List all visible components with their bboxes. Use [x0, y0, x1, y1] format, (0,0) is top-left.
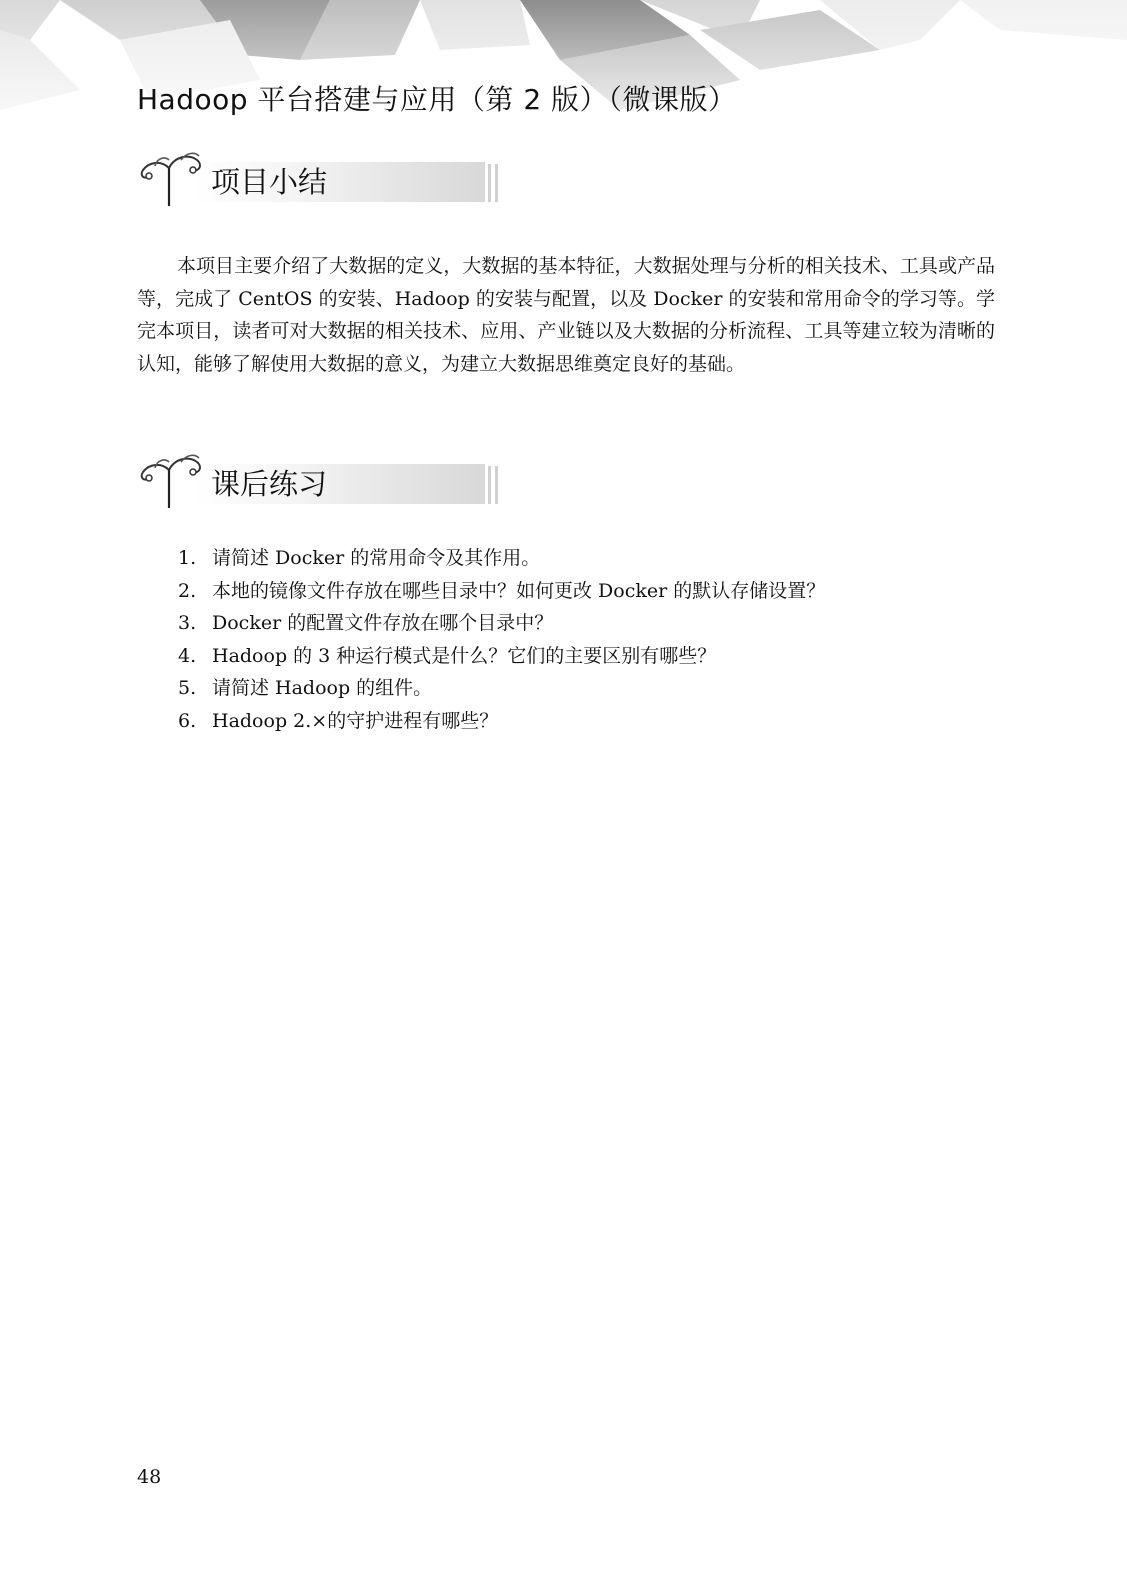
- exercise-text: Hadoop 2.×的守护进程有哪些？: [212, 709, 499, 732]
- exercise-number: 3.: [178, 612, 197, 635]
- exercise-text: 请简述 Hadoop 的组件。: [212, 677, 433, 700]
- heading-ornament-icon: [135, 448, 207, 510]
- section-heading-label: 课后练习: [211, 467, 328, 501]
- exercise-number: 1.: [178, 547, 197, 569]
- exercise-text: 请简述 Docker 的常用命令及其作用。: [212, 547, 541, 569]
- exercise-text: Hadoop 的 3 种运行模式是什么？它们的主要区别有哪些？: [212, 644, 717, 667]
- exercise-item: [178, 607, 825, 640]
- header-decoration: [0, 0, 1127, 150]
- exercise-list: [178, 542, 825, 738]
- heading-stripes: [488, 466, 502, 504]
- heading-stripes: [488, 164, 502, 202]
- exercise-item: [178, 575, 825, 608]
- exercise-item: [178, 640, 825, 673]
- summary-paragraph: 本项目主要介绍了大数据的定义，大数据的基本特征，大数据处理与分析的相关技术、工具或产品等，完成了 CentOS 的安装、Hadoop 的安装与配置，以及 Docker 的安装和常用命令的学习等。学完本项目，读者可对大数据的相关技术、应用、产业链以及大数据的分析流程、工具等建立较为清晰的认知，能够了解使用大数据的意义，为建立大数据思维奠定良好的基础。: [137, 255, 995, 375]
- exercise-text: Docker 的配置文件存放在哪个目录中？: [212, 612, 554, 635]
- exercise-item: [178, 705, 825, 738]
- running-header-title: Hadoop 平台搭建与应用（第 2 版）（微课版）: [137, 83, 737, 116]
- exercise-item: [178, 542, 825, 575]
- section-heading-exercises: [135, 460, 375, 512]
- section-heading-summary: [135, 158, 375, 210]
- exercise-item: [178, 672, 825, 705]
- heading-ornament-icon: [135, 146, 207, 208]
- exercise-number: 5.: [178, 677, 197, 700]
- exercise-text: 本地的镜像文件存放在哪些目录中？如何更改 Docker 的默认存储设置？: [212, 579, 826, 602]
- exercise-number: 6.: [178, 709, 197, 732]
- section-heading-label: 项目小结: [211, 165, 328, 199]
- exercise-number: 4.: [178, 644, 197, 667]
- page-number: 48: [137, 1466, 162, 1488]
- exercise-number: 2.: [178, 579, 197, 602]
